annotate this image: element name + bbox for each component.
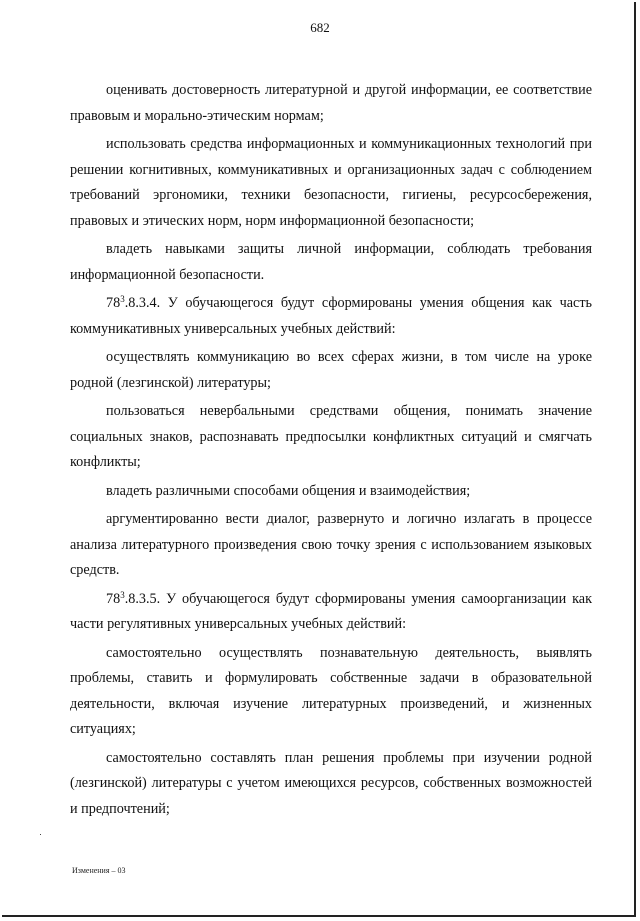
paragraph-cognitive-activity: самостоятельно осуществлять познавательную деятельность, выявлять проблемы, ставить и формулировать собственные задачи в образовательной деятельности, включая изучение литературных произведений, и жизненных ситуациях;: [70, 644, 592, 737]
paragraph-assess-reliability: оценивать достоверность литературной и другой информации, ее соответствие правовым и морально-этическим нормам;: [70, 82, 592, 124]
page-number: 682: [310, 20, 330, 35]
scan-speck: [40, 834, 41, 835]
paragraph-communicate: осуществлять коммуникацию во всех сферах жизни, в том числе на уроке родной (лезгинской) литературы;: [70, 349, 592, 391]
section-communication-skills: $78^3.8.3.4$. У обучающегося будут сформированы умения общения как часть коммуникативных универсальных учебных действий:: [70, 294, 592, 337]
section-number: $78^3.8.3.4$.: [106, 294, 161, 311]
paragraph-solution-plan: самостоятельно составлять план решения проблемы при изучении родной (лезгинской) литературы с учетом имеющихся ресурсов, собственных возможностей и предпочтений;: [70, 749, 592, 817]
paragraph-nonverbal: пользоваться невербальными средствами общения, понимать значение социальных знаков, распознавать предпосылки конфликтных ситуаций и смягчать конфликты;: [70, 403, 592, 470]
footer-revision-note: Изменения – 03: [72, 866, 126, 875]
section-self-organization: $78^3.8.3.5$. У обучающегося будут сформированы умения самоорганизации как части регулятивных универсальных учебных действий:: [70, 589, 592, 632]
paragraph-dialogue: аргументированно вести диалог, развернуто и логично излагать в процессе анализа литературного произведения свою точку зрения с использованием языковых средств.: [70, 511, 592, 578]
paragraph-protect-information: владеть навыками защиты личной информации, соблюдать требования информационной безопасности.: [70, 241, 592, 283]
section-number: $78^3.8.3.5$.: [106, 589, 161, 607]
document-body: [70, 78, 592, 822]
paragraph-interaction-methods: владеть различными способами общения и взаимодействия;: [106, 482, 471, 499]
paragraph-use-ict: использовать средства информационных и коммуникационных технологий при решении когнитивных, коммуникативных и организационных задач с соблюдением требований эргономики, техники безопасности, гигиены, ресурсосбережения, правовых и этических норм, норм информационной безопасности;: [70, 136, 592, 229]
